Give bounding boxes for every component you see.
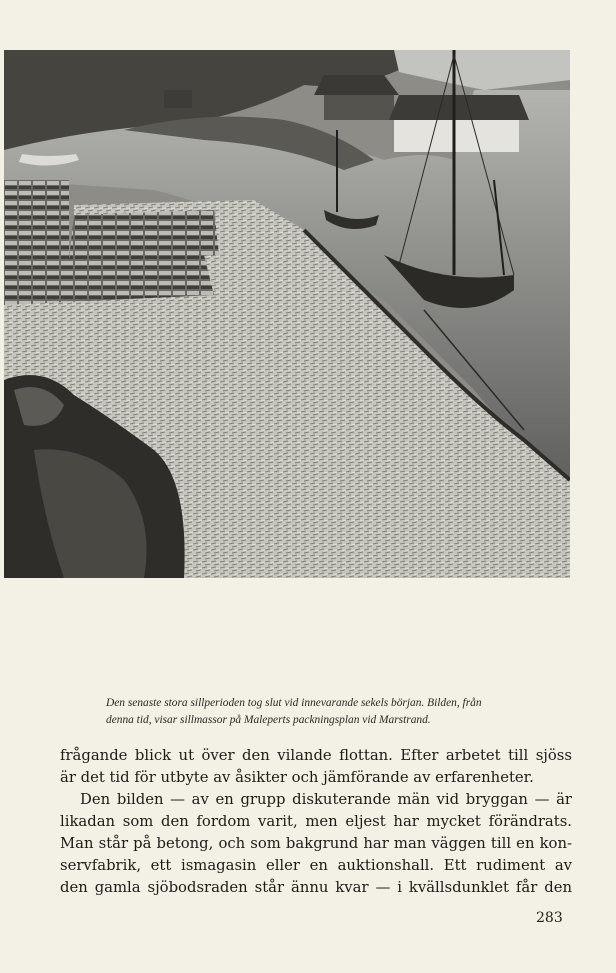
small-house <box>164 90 192 108</box>
house-roof <box>314 75 399 95</box>
body-text <box>60 745 572 899</box>
photo-caption <box>106 695 572 729</box>
caption-line: Den senaste stora sillperioden tog slut vid innevarande sekels början. Bilden, från <box>106 697 482 709</box>
body-line: likadan som den fordom varit, men eljest har mycket förändrats. <box>60 813 572 830</box>
body-line: den gamla sjöbodsraden står ännu kvar — i kvällsdunklet får den <box>60 879 572 896</box>
body-line: servfabrik, ett ismagasin eller en auktionshall. Ett rudiment av <box>60 857 572 874</box>
page-number: 283 <box>536 910 563 926</box>
body-line: Den bilden — av en grupp diskuterande män vid bryggan — är <box>80 791 572 808</box>
caption-line: denna tid, visar sillmassor på Maleperts packningsplan vid Marstrand. <box>106 714 431 726</box>
body-line: frågande blick ut över den vilande flottan. Efter arbetet till sjöss <box>60 747 572 764</box>
photo-illustration <box>4 50 570 578</box>
herring-photograph <box>4 50 570 578</box>
body-line: är det tid för utbyte av åsikter och jämförande av erfarenheter. <box>60 769 534 786</box>
crate-stack <box>4 180 69 270</box>
shed-roof <box>389 95 529 120</box>
house <box>324 95 394 120</box>
crate-stack <box>69 210 219 260</box>
body-line: Man står på betong, och som bakgrund har man väggen till en kon- <box>60 835 572 852</box>
white-shed <box>394 120 519 152</box>
